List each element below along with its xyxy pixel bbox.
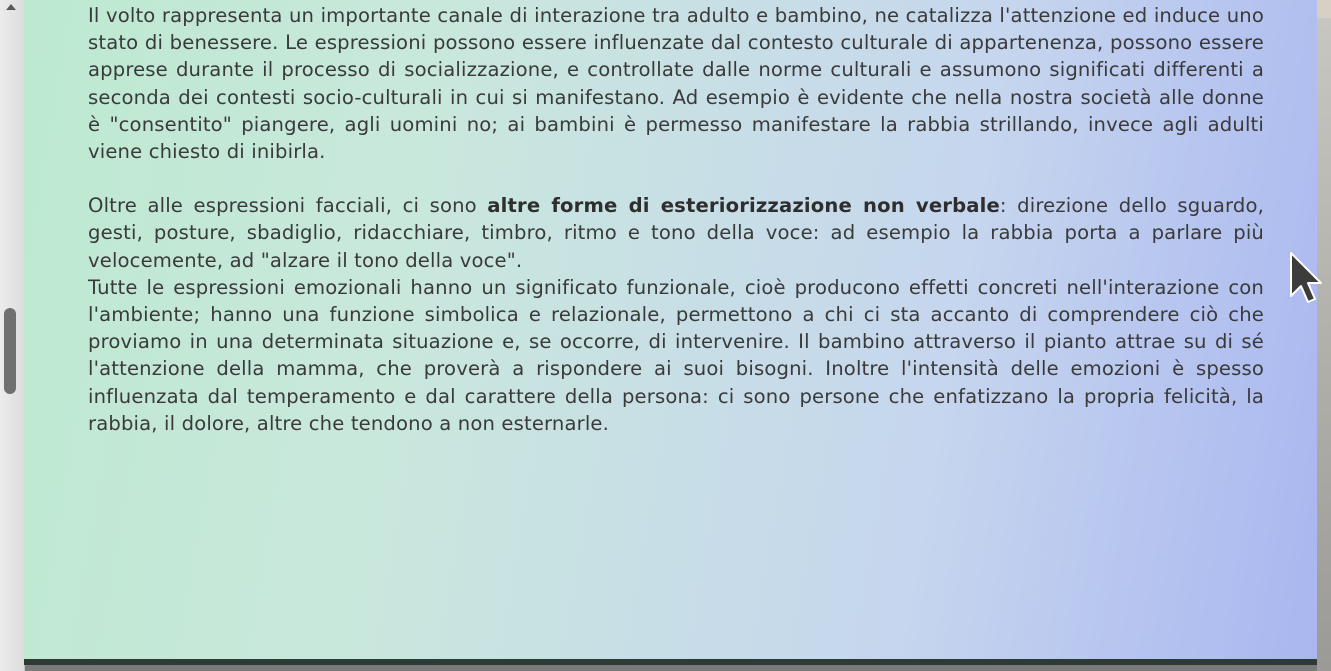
mouse-pointer-icon — [1288, 250, 1324, 306]
scrollbar-thumb[interactable] — [4, 308, 16, 394]
paragraph-espressioni-end: : direzione dello sguardo, gesti, posture, sbadiglio, ridacchiare, timbro, ritmo e tono della voce: ad esempio la rabbia porta a parlare più velocemente, ad "alzare il tono della voce". — [88, 194, 1264, 272]
vertical-scrollbar[interactable] — [0, 0, 25, 671]
paragraph-volto: Il volto rappresenta un importante canale di interazione tra adulto e bambino, ne catalizza l'attenzione ed induce uno stato di benessere. Le espressioni possono essere influenzate dal contesto culturale di appartenenza, possono essere apprese durante il processo di socializzazione, e controllate dalle norme culturali e assumono significati differenti a seconda dei contesti socio-culturali in cui si manifestano. Ad esempio è evidente che nella nostra società alle donne è "consentito" piangere, agli uomini no; ai bambini è permesso manifestare la rabbia strillando, invece agli adulti viene chiesto di inibirla. — [88, 4, 1264, 164]
paragraph-espressioni — [88, 192, 1264, 274]
bold-phrase: altre forme di esteriorizzazione non verbale — [487, 194, 1000, 218]
document-page — [24, 0, 1317, 665]
arrow-up-icon[interactable] — [6, 4, 16, 10]
paragraph-significato: Tutte le espressioni emozionali hanno un significato funzionale, cioè producono effetti concreti nell'interazione con l'ambiente; hanno una funzione simbolica e relazionale, permettono a chi ci sta accanto di comprendere ciò che proviamo in una determinata situazione e, se occorre, di intervenire. Il bambino attraverso il pianto attrae su di sé l'attenzione della mamma, che proverà a rispondere ai suoi bisogni. Inoltre l'intensità delle emozioni è spesso influenzata dal temperamento e dal carattere della persona: ci sono persone che enfatizzano la propria felicità, la rabbia, il dolore, altre che tendono a non esternarle. — [88, 275, 1264, 435]
paragraph-espressioni-start: Oltre alle espressioni facciali, ci sono — [88, 194, 488, 218]
document-text — [88, 2, 1264, 437]
window-right-edge — [1317, 18, 1331, 671]
